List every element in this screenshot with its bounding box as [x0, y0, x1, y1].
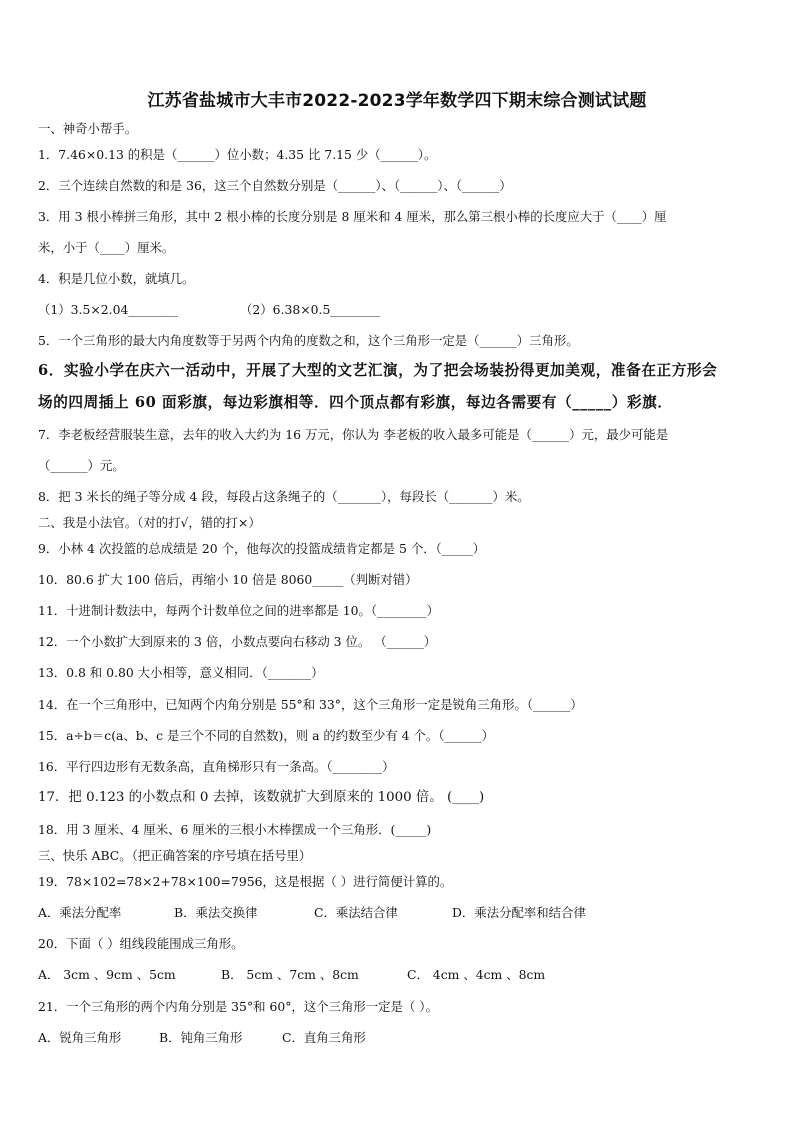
option-a: A．锐角三角形 [38, 1030, 122, 1045]
question-4-part-2: （2）6.38×0.5________ [240, 302, 380, 317]
question-4-part-1: （1）3.5×2.04________ [38, 302, 178, 317]
question-1: 1．7.46×0.13 的积是（______）位小数；4.35 比 7.15 少（______）。 [38, 147, 437, 162]
question-6-line-1: 6．实验小学在庆六一活动中，开展了大型的文艺汇演，为了把会场装扮得更加美观，准备在正方形会 [38, 362, 718, 379]
question-18: 18．用 3 厘米、4 厘米、6 厘米的三根小木棒摆成一个三角形．(_____) [38, 822, 432, 837]
question-17: 17．把 0.123 的小数点和 0 去掉，该数就扩大到原来的 1000 倍。 (____) [38, 790, 485, 805]
question-14: 14．在一个三角形中，已知两个内角分别是 55°和 33°，这个三角形一定是锐角三角形。（______） [38, 697, 583, 712]
option-d: D．乘法分配率和结合律 [452, 905, 586, 920]
option-c: C．直角三角形 [282, 1030, 366, 1045]
option-a: A．乘法分配率 [38, 905, 122, 920]
option-a: A． 3cm 、9cm 、5cm [38, 967, 176, 982]
question-4: 4．积是几位小数，就填几。 [38, 271, 195, 286]
question-16: 16．平行四边形有无数条高，直角梯形只有一条高。（________） [38, 759, 395, 774]
section-heading-3: 三、快乐 ABC。（把正确答案的序号填在括号里） [38, 848, 312, 863]
question-20: 20．下面（ ）组线段能围成三角形。 [38, 936, 244, 951]
question-7-line-1: 7．李老板经营服装生意，去年的收入大约为 16 万元，你认为 李老板的收入最多可能是（______）元，最少可能是 [38, 427, 669, 442]
option-c: C．乘法结合律 [314, 905, 398, 920]
question-10: 10．80.6 扩大 100 倍后，再缩小 10 倍是 8060_____（判断对错） [38, 572, 418, 587]
option-b: B．乘法交换律 [174, 905, 258, 920]
question-8: 8．把 3 米长的绳子等分成 4 段，每段占这条绳子的（_______），每段长（_______）米。 [38, 489, 530, 504]
option-c: C． 4cm 、4cm 、8cm [407, 967, 546, 982]
question-6-line-2: 场的四周插上 60 面彩旗，每边彩旗相等．四个顶点都有彩旗，每边各需要有（_____）彩旗． [38, 394, 673, 411]
option-b: B． 5cm 、7cm 、8cm [221, 967, 359, 982]
question-13: 13．0.8 和 0.80 大小相等，意义相同．（_______） [38, 665, 324, 680]
question-19: 19．78×102=78×2+78×100=7956，这是根据（ ）进行简便计算的。 [38, 874, 453, 889]
question-21: 21．一个三角形的两个内角分别是 35°和 60°，这个三角形一定是（ ）。 [38, 999, 438, 1014]
question-9: 9．小林 4 次投篮的总成绩是 20 个，他每次的投篮成绩肯定都是 5 个．（_____） [38, 541, 486, 556]
question-3-line-2: 米，小于（____）厘米。 [38, 240, 175, 255]
question-2: 2．三个连续自然数的和是 36，这三个自然数分别是（______）、（______）、（______） [38, 178, 512, 193]
question-12: 12．一个小数扩大到原来的 3 倍，小数点要向右移动 3 位。 （______） [38, 634, 437, 649]
question-11: 11．十进制计数法中，每两个计数单位之间的进率都是 10。（________） [38, 603, 439, 618]
question-5: 5．一个三角形的最大内角度数等于另两个内角的度数之和，这个三角形一定是（______）三角形。 [38, 333, 579, 348]
question-21-options [38, 1030, 760, 1046]
section-heading-2: 二、我是小法官。（对的打√，错的打×） [38, 515, 261, 530]
question-15: 15．a÷b＝c(a、b、c 是三个不同的自然数)，则 a 的约数至少有 4 个。（______） [38, 728, 495, 743]
question-19-options [38, 905, 760, 921]
page-title: 江苏省盐城市大丰市2022-2023学年数学四下期末综合测试试题 [147, 91, 647, 111]
question-20-options [38, 967, 760, 983]
question-7-line-2: （______）元。 [38, 458, 125, 473]
question-3-line-1: 3．用 3 根小棒拼三角形，其中 2 根小棒的长度分别是 8 厘米和 4 厘米，那么第三根小棒的长度应大于（____）厘 [38, 209, 667, 224]
option-b: B．钝角三角形 [159, 1030, 243, 1045]
section-heading-1: 一、神奇小帮手。 [38, 121, 138, 136]
